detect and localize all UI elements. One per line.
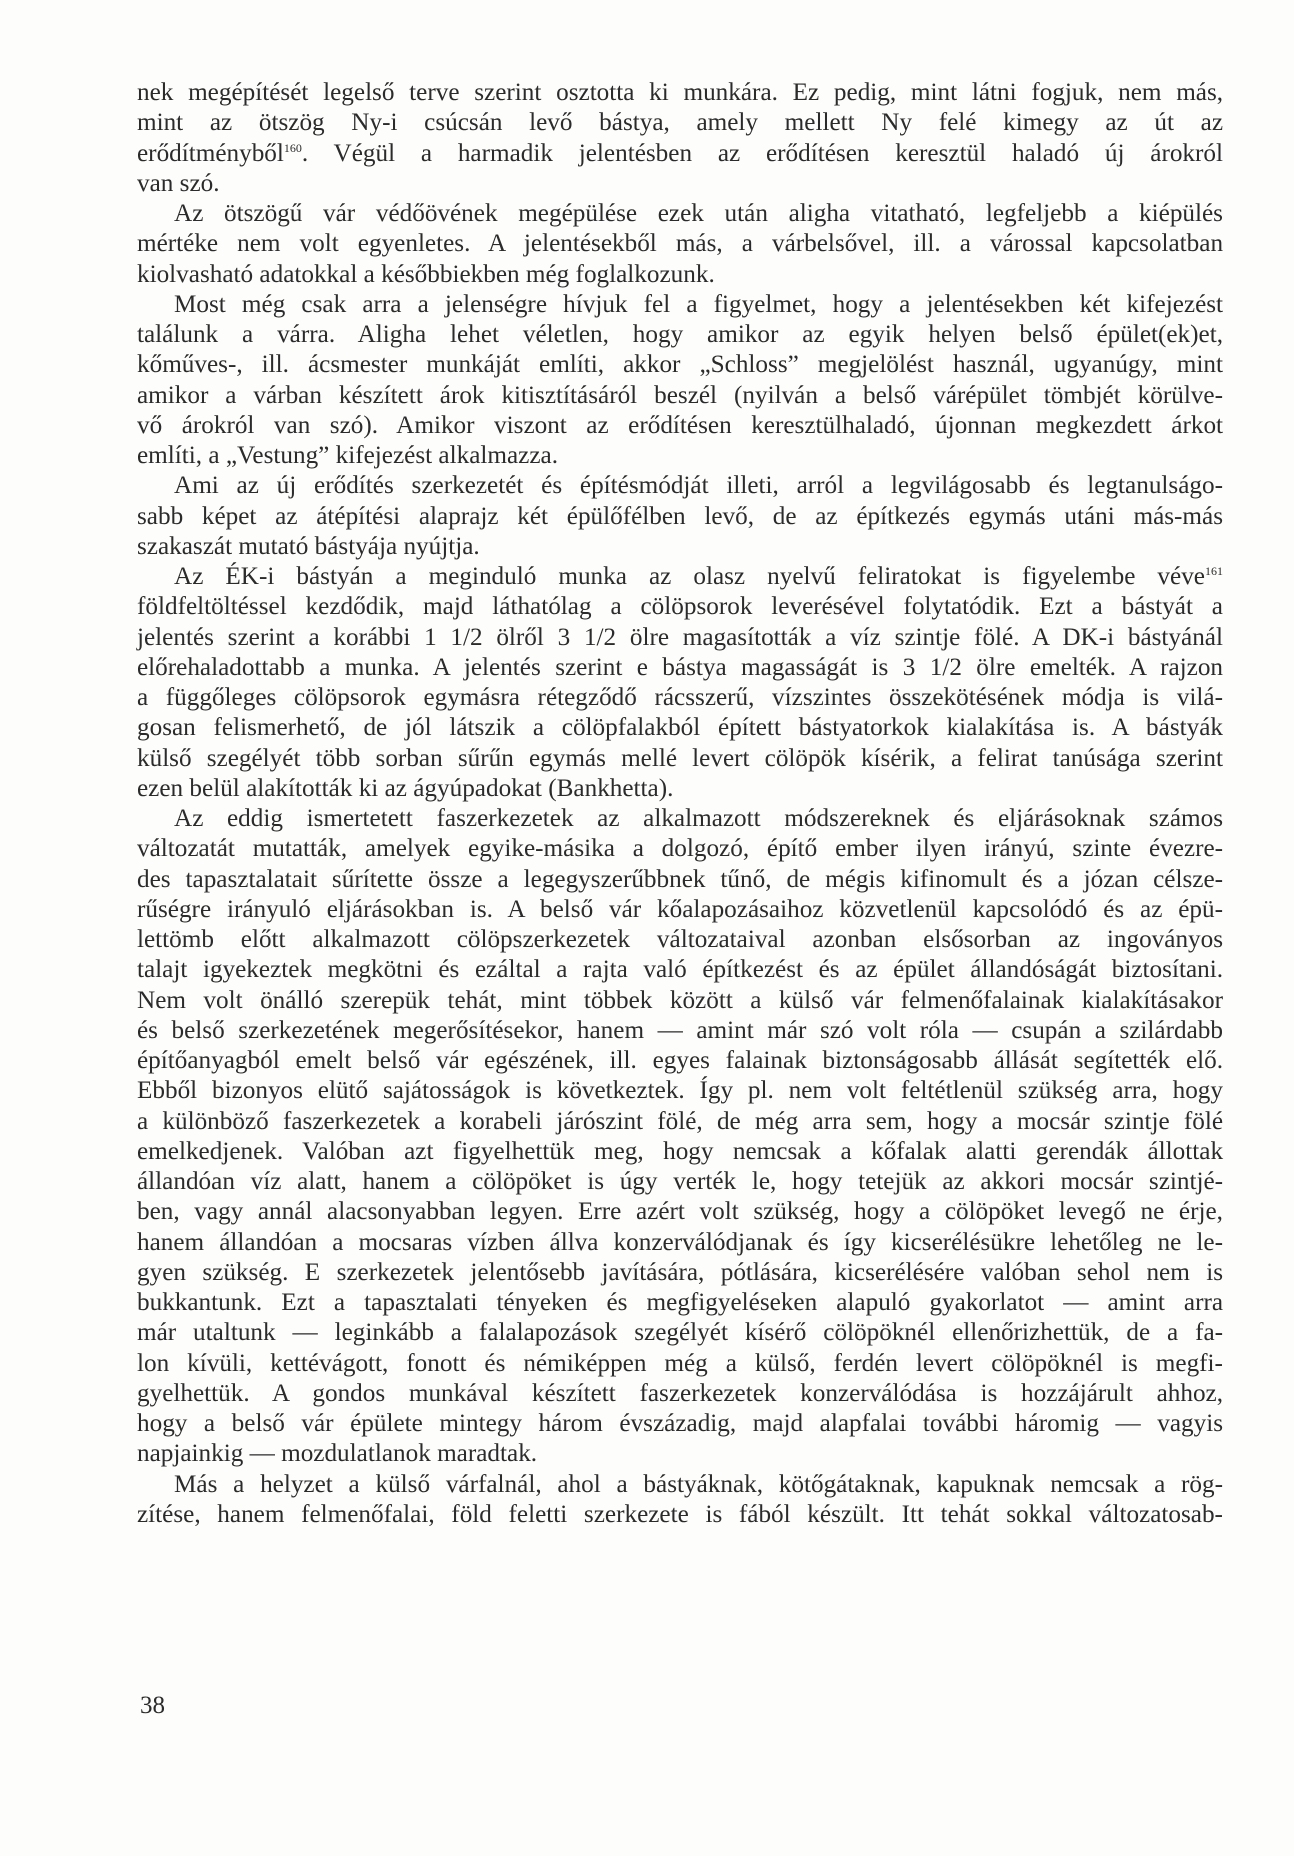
line-text: sabb képet az átépítési alaprajz két épülőfélben levő, de az építkezés egymás utáni más-más <box>137 502 1224 530</box>
line-text: kiolvasható adatokkal a későbbiekben még foglalkozunk. <box>137 260 715 288</box>
text-line <box>137 804 1223 834</box>
text-line <box>137 1318 1223 1348</box>
text-line <box>137 1379 1223 1409</box>
text-line <box>137 290 1223 320</box>
text-line <box>137 562 1223 592</box>
text-line <box>137 532 1223 562</box>
line-text: ben, vagy annál alacsonyabban legyen. Erre azért volt szükség, hogy a cölöpöket levegő ne érje, <box>137 1198 1223 1226</box>
line-text: vő árokról van szó). Amikor viszont az erődítésen keresztülhaladó, újonnan megkezdett árkot <box>137 411 1224 439</box>
text-line <box>137 108 1223 138</box>
text-line <box>137 1046 1223 1076</box>
line-text: lettömb előtt alkalmazott cölöpszerkezetek változataival azonban elsősorban az ingoványos <box>137 926 1224 953</box>
text-line <box>137 895 1223 925</box>
text-line <box>137 411 1223 441</box>
line-text: kőműves-, ill. ácsmester munkáját említi, akkor „Schloss” megjelölést használ, ugyanúgy, mint <box>137 351 1223 379</box>
line-text: gyelhettük. A gondos munkával készített faszerkezetek konzerválódása is hozzájárult ahhoz, <box>137 1379 1224 1407</box>
line-text: des tapasztalatait sűrítette össze a legegyszerűbbnek tűnő, de mégis kifinomult és a józan célsze- <box>137 865 1224 893</box>
line-text: rűségre irányuló eljárásokban is. A belső vár kőalapozásaihoz közvetlenül kapcsolódó és az épü- <box>137 895 1223 923</box>
line-text: Nem volt önálló szerepük tehát, mint többek között a külső vár felmenőfalainak kialakításakor <box>137 986 1223 1014</box>
text-line <box>137 502 1223 532</box>
line-text: Ami az új erődítés szerkezetét és építésmódját illeti, arról a legvilágosabb és legtanulságo- <box>174 472 1223 500</box>
footnote-reference: 161 <box>1204 564 1223 578</box>
text-line <box>137 1107 1223 1137</box>
text-line <box>137 1228 1223 1258</box>
line-text: szakaszát mutató bástyája nyújtja. <box>137 532 480 560</box>
text-line <box>137 865 1223 895</box>
text-line <box>137 139 1223 169</box>
line-text: említi, a „Vestung” kifejezést alkalmazza. <box>137 442 558 469</box>
line-text: van szó. <box>137 169 220 197</box>
text-line <box>137 169 1223 199</box>
text-line <box>137 986 1223 1016</box>
text-line <box>137 1258 1223 1288</box>
page-number: 38 <box>140 1692 165 1719</box>
line-text: ezen belül alakították ki az ágyúpadokat (Bankhetta). <box>137 774 674 802</box>
text-line <box>137 1137 1223 1167</box>
text-line <box>137 229 1223 259</box>
text-line <box>137 350 1223 380</box>
line-text: erődítményből <box>137 139 284 167</box>
line-text-continued: . Végül a harmadik jelentésben az erődítésen keresztül haladó új árokról <box>301 139 1224 167</box>
line-text: nek megépítését legelső terve szerint osztotta ki munkára. Ez pedig, mint látni fogjuk, nem más, <box>137 79 1224 106</box>
text-line <box>137 260 1223 290</box>
line-text: építőanyagból emelt belső vár egészének, ill. egyes falainak biztonságosabb állását segítették elő. <box>137 1047 1224 1074</box>
line-text: Más a helyzet a külső várfalnál, ahol a bástyáknak, kötőgátaknak, kapuknak nemcsak a rög- <box>174 1470 1223 1498</box>
line-text: napjainkig — mozdulatlanok maradtak. <box>137 1440 538 1468</box>
text-line <box>137 955 1223 985</box>
text-line <box>137 381 1223 411</box>
text-line <box>137 713 1223 743</box>
text-line <box>137 592 1223 622</box>
text-line <box>137 199 1223 229</box>
line-text: találunk a várra. Aligha lehet véletlen, hogy amikor az egyik helyen belső épület(ek)et, <box>137 321 1224 348</box>
text-line <box>137 774 1223 804</box>
line-text: hanem állandóan a mocsaras vízben állva konzerválódjanak és így kicserélésükre lehetőleg ne le- <box>137 1228 1223 1256</box>
line-text: gosan felismerhető, de jól látszik a cölöpfalakból épített bástyatorkok kialakítása is. A bástyák <box>137 714 1223 742</box>
text-line <box>137 441 1223 471</box>
text-line <box>137 623 1223 653</box>
line-text: Az eddig ismertetett faszerkezetek az alkalmazott módszereknek és eljárásoknak számos <box>174 805 1224 832</box>
line-text: Az ÉK-i bástyán a meginduló munka az olasz nyelvű feliratokat is figyelembe véve <box>174 563 1205 590</box>
text-line <box>137 744 1223 774</box>
text-line <box>137 320 1223 350</box>
line-text: mint az ötszög Ny-i csúcsán levő bástya, amely mellett Ny felé kimegy az út az <box>137 109 1224 137</box>
line-text: már utaltunk — leginkább a falalapozások szegélyét kísérő cölöpöknél ellenőrizhettük, de a fa- <box>137 1319 1224 1347</box>
line-text: zítése, hanem felmenőfalai, föld feletti szerkezete is fából készült. Itt tehát sokkal változatosab- <box>137 1500 1223 1528</box>
footnote-reference: 160 <box>283 140 302 155</box>
text-line <box>137 1288 1223 1318</box>
text-line <box>137 1016 1223 1046</box>
line-text: a különböző faszerkezetek a korabeli járószint fölé, de még arra sem, hogy a mocsár szintje fölé <box>137 1107 1224 1135</box>
text-line <box>137 683 1223 713</box>
text-line <box>137 1409 1223 1439</box>
body-text <box>137 78 1223 1530</box>
text-line <box>137 1349 1223 1379</box>
text-line <box>137 1167 1223 1197</box>
line-text: gyen szükség. E szerkezetek jelentősebb javítására, pótlására, kicserélésére valóban sehol nem is <box>137 1258 1224 1286</box>
line-text: előrehaladottabb a munka. A jelentés szerint e bástya magasságát is 3 1/2 ölre emelték. A rajzon <box>137 653 1224 681</box>
line-text: külső szegélyét több sorban sűrűn egymás mellé levert cölöpök kísérik, a felirat tanúsága szerint <box>137 744 1224 772</box>
line-text: jelentés szerint a korábbi 1 1/2 ölről 3 1/2 ölre magasították a víz szintje fölé. A DK-i bástyánál <box>137 623 1223 651</box>
text-line <box>137 925 1223 955</box>
line-text: emelkedjenek. Valóban azt figyelhettük meg, hogy nemcsak a kőfalak alatti gerendák állottak <box>137 1137 1224 1165</box>
line-text: amikor a várban készített árok kitisztításáról beszél (nyilván a belső várépület tömbjét körülve- <box>137 381 1223 409</box>
text-line <box>137 834 1223 864</box>
line-text: változatát mutatták, amelyek egyike-másika a dolgozó, építő ember ilyen irányú, szinte évezre- <box>137 835 1224 863</box>
line-text: Ebből bizonyos elütő sajátosságok is következtek. Így pl. nem volt feltétlenül szükség arra, hogy <box>137 1077 1223 1105</box>
line-text: a függőleges cölöpsorok egymásra rétegződő rácsszerű, vízszintes összekötésének módja is vilá- <box>137 684 1223 711</box>
text-line <box>137 1500 1223 1530</box>
line-text: Most még csak arra a jelenségre hívjuk fel a figyelmet, hogy a jelentésekben két kifejezést <box>174 290 1224 318</box>
line-text: bukkantunk. Ezt a tapasztalati tényeken és megfigyeléseken alapuló gyakorlatot — amint arra <box>137 1289 1224 1316</box>
text-line <box>137 471 1223 501</box>
line-text: állandóan víz alatt, hanem a cölöpöket is úgy verték le, hogy tetejük az akkori mocsár szintjé- <box>137 1168 1224 1195</box>
text-line <box>137 78 1223 108</box>
line-text: hogy a belső vár épülete mintegy három évszázadig, majd alapfalai további háromig — vagyis <box>137 1410 1224 1437</box>
line-text: talajt igyekeztek megkötni és ezáltal a rajta való építkezést és az épület állandóságát biztosítani. <box>137 956 1224 984</box>
text-line <box>137 1439 1223 1469</box>
text-line <box>137 1076 1223 1106</box>
text-line <box>137 653 1223 683</box>
text-line <box>137 1197 1223 1227</box>
line-text: Az ötszögű vár védőövének megépülése ezek után aligha vitatható, legfeljebb a kiépülés <box>174 200 1223 227</box>
text-line <box>137 1470 1223 1500</box>
line-text: és belső szerkezetének megerősítésekor, hanem — amint már szó volt róla — csupán a szilárdabb <box>137 1016 1223 1044</box>
line-text: mértéke nem volt egyenletes. A jelentésekből más, a várbelsővel, ill. a várossal kapcsolatban <box>137 230 1224 258</box>
line-text: lon kívüli, kettévágott, fonott és némiképpen még a külső, ferdén levert cölöpöknél is megfi- <box>137 1349 1223 1377</box>
line-text: földfeltöltéssel kezdődik, majd láthatólag a cölöpsorok leverésével folytatódik. Ezt a bástyát a <box>137 593 1223 621</box>
